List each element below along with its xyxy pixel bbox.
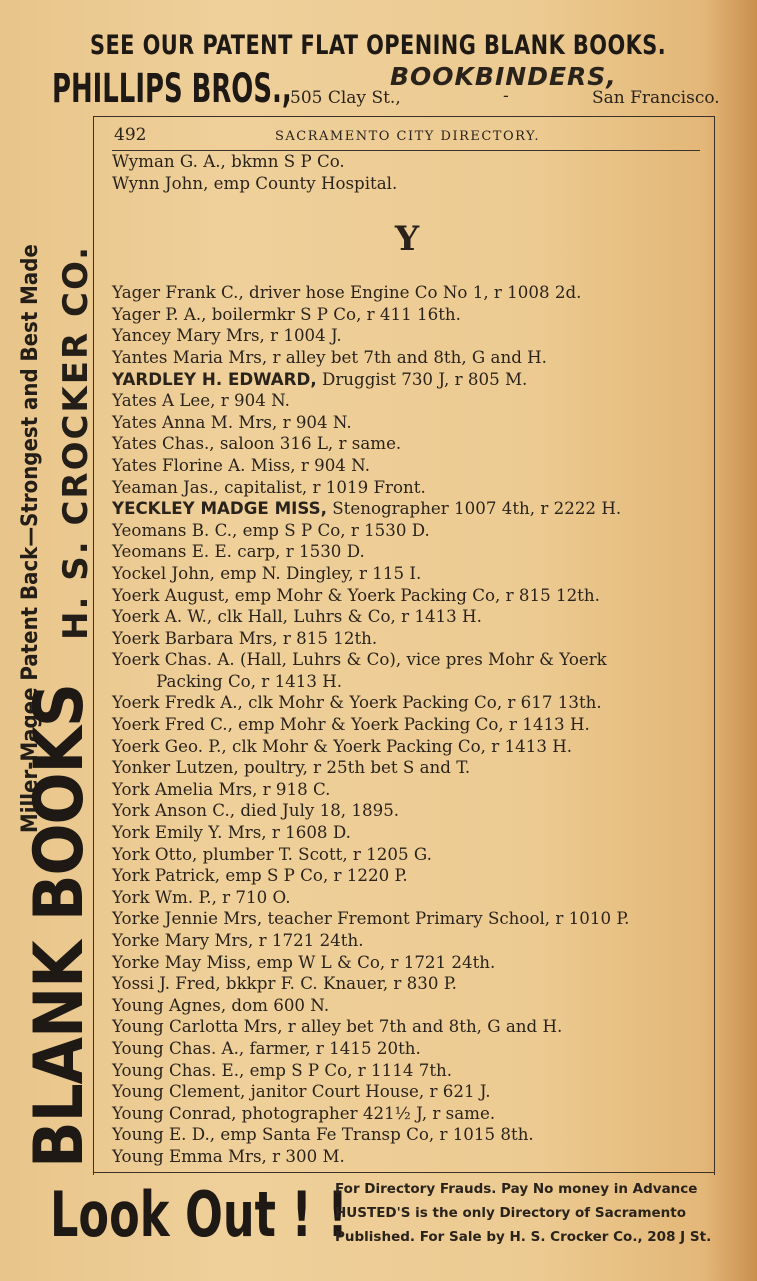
footer-notice-line: For Directory Frauds. Pay No money in Advance: [335, 1181, 698, 1197]
list-item: [112, 1039, 700, 1061]
entry-text: Yates Florine A. Miss, r 904 N.: [112, 455, 371, 476]
entry-name-bold: YARDLEY H. EDWARD,: [112, 369, 317, 390]
entry-text: York Amelia Mrs, r 918 C.: [112, 779, 331, 800]
firm-name: PHILLIPS BROS.,: [52, 66, 292, 112]
page-frame-bottom-rule: [93, 1172, 715, 1173]
list-item: [112, 996, 700, 1018]
list-item: [112, 672, 700, 694]
list-item: Wynn John, emp County Hospital.: [112, 173, 398, 194]
list-item: Wyman G. A., bkmn S P Co.: [112, 152, 345, 172]
entry-text: Yeomans B. C., emp S P Co, r 1530 D.: [112, 520, 430, 541]
list-item: [112, 542, 700, 564]
entry-text: Young Carlotta Mrs, r alley bet 7th and 8th, G and H.: [112, 1017, 563, 1038]
entry-text: Yates Anna M. Mrs, r 904 N.: [112, 412, 352, 433]
list-item: [112, 564, 700, 586]
entry-text: York Patrick, emp S P Co, r 1220 P.: [112, 866, 408, 887]
list-item: [112, 370, 700, 392]
side-ad-patent-back: Miller-Magee Patent Back—Strongest and Best Made: [18, 244, 43, 833]
list-item: [112, 1147, 700, 1169]
side-ad-blank-books: BLANK BOOKS: [20, 684, 99, 1168]
firm-city: San Francisco.: [592, 88, 720, 108]
list-item: [112, 1082, 700, 1104]
entry-text: Young Agnes, dom 600 N.: [112, 995, 330, 1016]
header-rule: [112, 150, 700, 151]
top-banner-ad: SEE OUR PATENT FLAT OPENING BLANK BOOKS.: [90, 30, 667, 61]
trade-label: BOOKBINDERS,: [390, 62, 617, 91]
list-item: [112, 758, 700, 780]
entry-text: Druggist 730 J, r 805 M.: [316, 369, 528, 390]
list-item: [112, 348, 700, 370]
directory-listing: [112, 152, 712, 1169]
list-item: [112, 521, 700, 543]
entry-text: Yockel John, emp N. Dingley, r 115 I.: [112, 563, 422, 584]
entry-text: Yancey Mary Mrs, r 1004 J.: [112, 326, 342, 347]
list-item: [112, 629, 700, 651]
list-item: [112, 326, 700, 348]
entry-text: Young Emma Mrs, r 300 M.: [112, 1146, 345, 1167]
entry-text: Yoerk Chas. A. (Hall, Luhrs & Co), vice pres Mohr & Yoerk: [112, 650, 607, 671]
entry-text: Stenographer 1007 4th, r 2222 H.: [326, 499, 622, 520]
list-item: [112, 478, 700, 500]
entry-text: York Otto, plumber T. Scott, r 1205 G.: [112, 844, 432, 865]
list-item: [112, 499, 700, 521]
list-item: [112, 823, 700, 845]
entry-text: Yoerk A. W., clk Hall, Luhrs & Co, r 1413 H.: [112, 607, 482, 628]
entry-text: York Wm. P., r 710 O.: [112, 887, 291, 908]
entry-text: Yonker Lutzen, poultry, r 25th bet S and T.: [112, 758, 471, 779]
list-item: [112, 456, 700, 478]
entry-text: Young Chas. A., farmer, r 1415 20th.: [112, 1038, 421, 1059]
list-item: [112, 801, 700, 823]
list-item: [112, 1125, 700, 1147]
entry-text: Yorke Mary Mrs, r 1721 24th.: [112, 931, 364, 951]
running-head: SACRAMENTO CITY DIRECTORY.: [275, 129, 541, 144]
entry-text: Yorke Jennie Mrs, teacher Fremont Primary School, r 1010 P.: [112, 909, 630, 930]
footer-notice: [335, 1177, 725, 1249]
entry-text: Yager P. A., boilermkr S P Co, r 411 16th.: [112, 304, 461, 325]
list-item: [112, 931, 700, 953]
entry-text: Yoerk Fredk A., clk Mohr & Yoerk Packing Co, r 617 13th.: [112, 693, 602, 714]
list-item: [112, 693, 700, 715]
list-item: [112, 866, 700, 888]
entry-text: York Emily Y. Mrs, r 1608 D.: [112, 823, 351, 844]
firm-address: 505 Clay St.,: [290, 88, 401, 108]
list-item: [112, 974, 700, 996]
section-letter: Y: [394, 219, 420, 260]
footer-lookout-ad: Look Out ! !: [50, 1178, 348, 1251]
list-item: [112, 413, 700, 435]
footer-notice-line: HUSTED'S is the only Directory of Sacramento: [335, 1205, 687, 1221]
entry-text: Yantes Maria Mrs, r alley bet 7th and 8th, G and H.: [112, 347, 547, 368]
entry-list: [112, 283, 712, 1168]
list-item: [112, 909, 700, 931]
list-item: [112, 737, 700, 759]
side-ad-crocker: H. S. CROCKER CO.: [56, 244, 96, 640]
entry-text: Young Chas. E., emp S P Co, r 1114 7th.: [112, 1060, 453, 1081]
list-item: [112, 650, 700, 672]
list-item: [112, 1061, 700, 1083]
footer-notice-line: Published. For Sale by H. S. Crocker Co., 208 J St.: [335, 1229, 712, 1245]
entry-text: Yoerk Fred C., emp Mohr & Yoerk Packing Co, r 1413 H.: [112, 715, 590, 736]
address-dash: -: [503, 86, 509, 106]
entry-text: Yoerk Barbara Mrs, r 815 12th.: [112, 628, 378, 649]
list-item: [112, 305, 700, 327]
list-item: [112, 283, 700, 305]
list-item: [112, 607, 700, 629]
entry-text: Young Clement, janitor Court House, r 621 J.: [112, 1082, 491, 1103]
entry-text: Yates Chas., saloon 316 L, r same.: [112, 434, 402, 455]
entry-text: Yager Frank C., driver hose Engine Co No 1, r 1008 2d.: [112, 283, 582, 304]
entry-text: Yates A Lee, r 904 N.: [112, 391, 290, 412]
entry-text: Yorke May Miss, emp W L & Co, r 1721 24th.: [112, 952, 496, 973]
list-item: [112, 1017, 700, 1039]
list-item: [112, 845, 700, 867]
entry-text: Yoerk Geo. P., clk Mohr & Yoerk Packing Co, r 1413 H.: [112, 736, 573, 757]
entry-text: York Anson C., died July 18, 1895.: [112, 801, 400, 822]
entry-text: Packing Co, r 1413 H.: [156, 671, 343, 692]
list-item: [112, 1104, 700, 1126]
entry-text: Yoerk August, emp Mohr & Yoerk Packing Co, r 815 12th.: [112, 585, 600, 606]
list-item: [112, 434, 700, 456]
entry-text: Yeaman Jas., capitalist, r 1019 Front.: [112, 477, 426, 498]
entry-text: Yeomans E. E. carp, r 1530 D.: [112, 542, 365, 563]
list-item: [112, 391, 700, 413]
entry-text: Young E. D., emp Santa Fe Transp Co, r 1015 8th.: [112, 1125, 534, 1146]
entry-text: Young Conrad, photographer 421½ J, r same.: [112, 1103, 496, 1124]
entry-name-bold: YECKLEY MADGE MISS,: [112, 499, 327, 520]
list-item: [112, 953, 700, 975]
list-item: [112, 780, 700, 802]
list-item: [112, 888, 700, 910]
page-number: 492: [114, 125, 147, 145]
entry-text: Yossi J. Fred, bkkpr F. C. Knauer, r 830 P.: [112, 974, 457, 995]
list-item: [112, 586, 700, 608]
list-item: [112, 715, 700, 737]
